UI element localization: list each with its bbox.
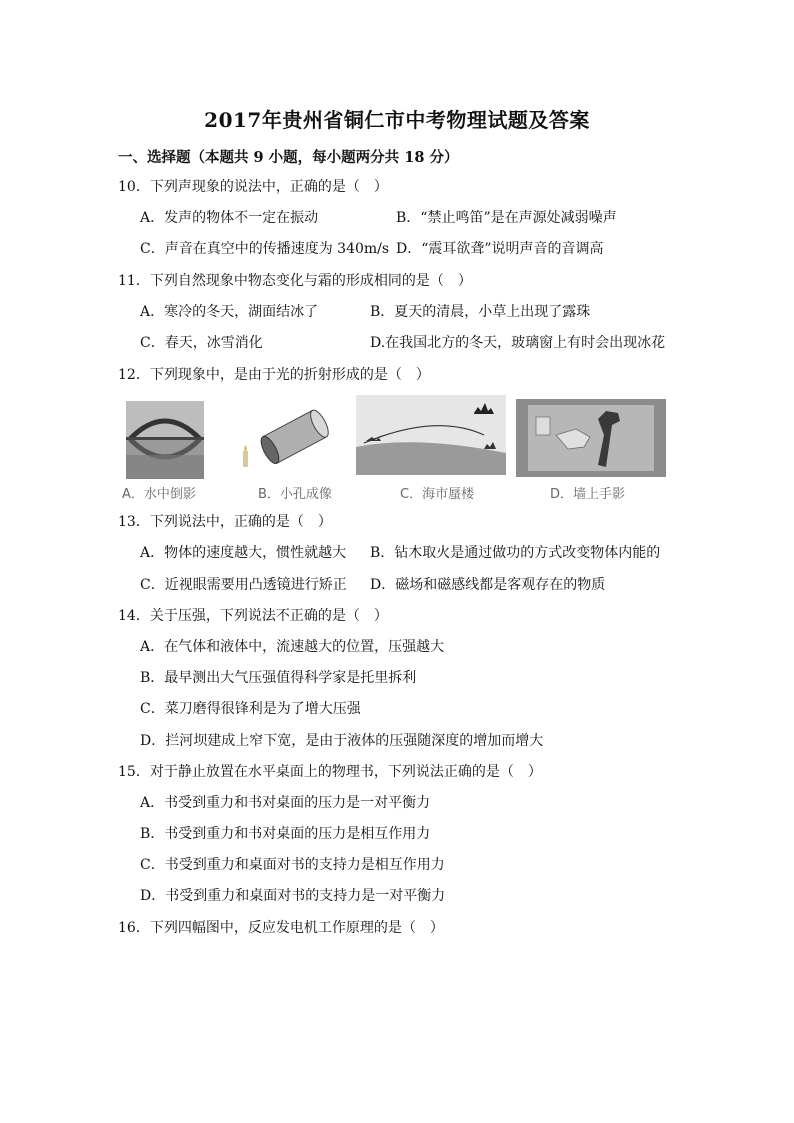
question-15-option-c: C．书受到重力和桌面对书的支持力是相互作用力 — [140, 857, 445, 873]
question-15-stem: 15．对于静止放置在水平桌面上的物理书，下列说法正确的是（ ） — [118, 764, 542, 780]
figure-caption-c: C．海市蜃楼 — [400, 487, 475, 502]
question-15-option-d: D．书受到重力和桌面对书的支持力是一对平衡力 — [140, 888, 446, 904]
section-heading: 一、选择题（本题共 9 小题，每小题两分共 18 分） — [118, 149, 459, 166]
question-11-option-d: D.在我国北方的冬天，玻璃窗上有时会出现冰花 — [370, 335, 666, 351]
question-13-option-a: A．物体的速度越大，惯性就越大 — [140, 545, 347, 561]
question-13-stem: 13．下列说法中，正确的是（ ） — [118, 514, 332, 530]
question-10-stem: 10．下列声现象的说法中，正确的是（ ） — [118, 179, 388, 195]
question-13-option-c: C．近视眼需要用凸透镜进行矫正 — [140, 577, 347, 593]
question-13-option-b: B．钻木取火是通过做功的方式改变物体内能的 — [370, 545, 661, 561]
question-14-stem: 14．关于压强，下列说法不正确的是（ ） — [118, 608, 388, 624]
question-11-option-c: C．春天，冰雪消化 — [140, 335, 263, 351]
question-11-stem: 11．下列自然现象中物态变化与霜的形成相同的是（ ） — [118, 273, 472, 289]
question-10-option-d: D．“震耳欲聋”说明声音的音调高 — [396, 241, 604, 257]
question-11-option-a: A．寒冷的冬天，湖面结冰了 — [140, 304, 319, 320]
page-title: 2017年贵州省铜仁市中考物理试题及答案 — [204, 108, 590, 132]
figure-caption-d: D．墙上手影 — [550, 487, 626, 502]
question-15-option-a: A．书受到重力和书对桌面的压力是一对平衡力 — [140, 795, 431, 811]
question-14-option-a: A．在气体和液体中，流速越大的位置，压强越大 — [140, 639, 445, 655]
question-10-option-b: B．“禁止鸣笛”是在声源处减弱噪声 — [396, 210, 617, 226]
figure-caption-b: B．小孔成像 — [258, 487, 332, 502]
question-11-option-b: B．夏天的清晨，小草上出现了露珠 — [370, 304, 591, 320]
question-13-option-d: D．磁场和磁感线都是客观存在的物质 — [370, 577, 606, 593]
question-10-option-a: A．发声的物体不一定在振动 — [140, 210, 319, 226]
question-16-stem: 16．下列四幅图中，反应发电机工作原理的是（ ） — [118, 920, 444, 936]
figure-caption-a: A．水中倒影 — [122, 487, 196, 502]
question-14-option-c: C．菜刀磨得很锋利是为了增大压强 — [140, 701, 361, 717]
question-14-option-b: B．最早测出大气压强值得科学家是托里拆利 — [140, 670, 417, 686]
question-15-option-b: B．书受到重力和书对桌面的压力是相互作用力 — [140, 826, 431, 842]
question-12-stem: 12．下列现象中，是由于光的折射形成的是（ ） — [118, 367, 430, 383]
question-12-figure-strip — [118, 395, 676, 505]
question-14-option-d: D．拦河坝建成上窄下宽，是由于液体的压强随深度的增加而增大 — [140, 733, 544, 749]
question-10-option-c: C．声音在真空中的传播速度为 340m/s — [140, 241, 390, 257]
